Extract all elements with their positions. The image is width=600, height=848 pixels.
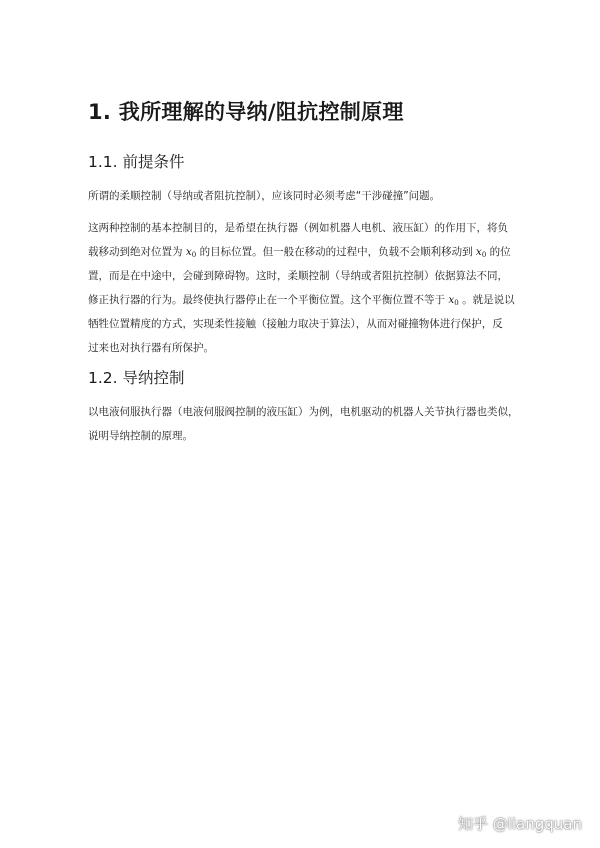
text-fragment: 修正执行器的行为。最终使执行器停止在一个平衡位置。这个平衡位置不等于 bbox=[88, 294, 445, 306]
paragraph-line: 牺牲位置精度的方式，实现柔性接触（接触力取决于算法），从而对碰撞物体进行保护，反 bbox=[88, 318, 503, 330]
math-x0: $x_0$ bbox=[185, 246, 197, 259]
paragraph-line: 这两种控制的基本控制目的，是希望在执行器（例如机器人电机、液压缸）的作用下，将负 bbox=[88, 222, 508, 234]
text-fragment: 。就是说以 bbox=[462, 294, 515, 306]
paragraph-line: 所谓的柔顺控制（导纳或者阻抗控制），应该同时必须考虑“干涉碰撞”问题。 bbox=[88, 190, 441, 202]
paragraph-control-purpose bbox=[88, 216, 518, 360]
paragraph-line: 以电液伺服执行器（电液伺服阀控制的液压缸）为例，电机驱动的机器人关节执行器也类似， bbox=[88, 406, 519, 418]
text-fragment: 的位 bbox=[489, 246, 511, 258]
text-fragment: 的目标位置。但一般在移动的过程中，负载不会顺利移动到 bbox=[199, 246, 473, 258]
math-x0: $x_0$ bbox=[448, 294, 459, 307]
math-x0: $x_0$ bbox=[475, 246, 487, 259]
zhihu-watermark: 知乎 @liangquan bbox=[457, 815, 582, 833]
section-heading-admittance: 1.2. 导纳控制 bbox=[88, 369, 185, 387]
paragraph-admittance bbox=[88, 400, 518, 448]
paragraph-line: 说明导纳控制的原理。 bbox=[88, 430, 193, 442]
paragraph-line bbox=[88, 240, 518, 264]
section-heading-prerequisites: 1.1. 前提条件 bbox=[88, 153, 185, 171]
text-fragment: 载移动到绝对位置为 bbox=[88, 246, 183, 258]
paragraph-line: 过来也对执行器有所保护。 bbox=[88, 342, 214, 354]
paragraph-line: 置，而是在中途中，会碰到障碍物。这时，柔顺控制（导纳或者阻抗控制）依据算法不同， bbox=[88, 270, 508, 282]
main-heading: 1. 我所理解的导纳/阻抗控制原理 bbox=[88, 100, 404, 124]
paragraph-intro bbox=[88, 184, 518, 208]
paragraph-line bbox=[88, 288, 518, 312]
